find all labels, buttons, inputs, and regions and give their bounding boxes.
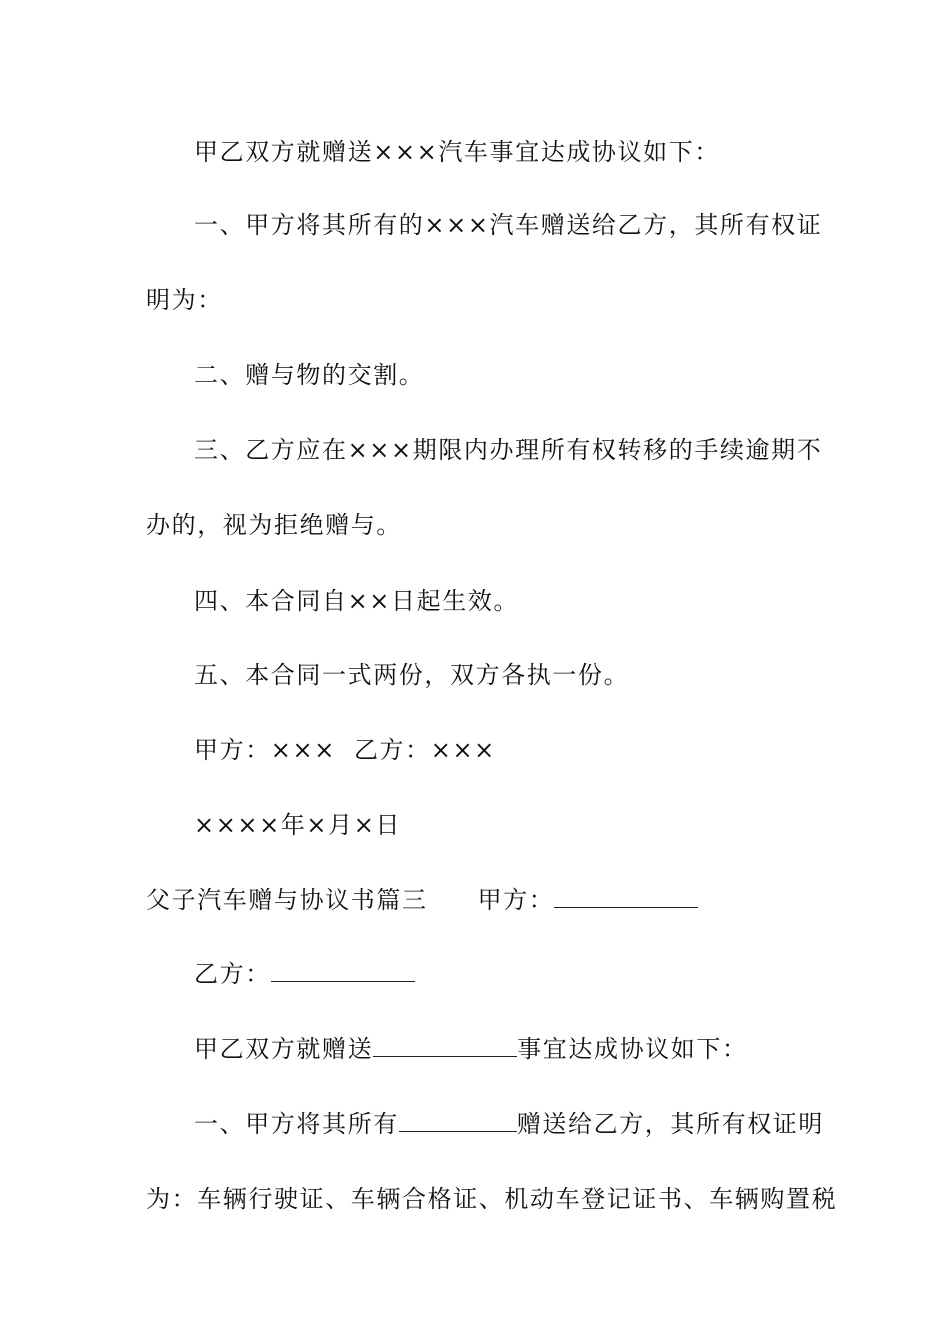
party-a-signature: 甲方：××× [194,736,336,764]
party-a-blank [554,885,698,908]
section-3-clause-1-line-2: 为：车辆行驶证、车辆合格证、机动车登记证书、车辆购置税 [146,1185,838,1213]
gift-item-blank [373,1034,517,1057]
party-b-line [194,959,854,989]
party-b-label: 乙方： [194,960,271,988]
section-3-heading-line [146,885,806,915]
property-blank [399,1109,517,1132]
party-b-signature: 乙方：××× [353,736,496,764]
section-3-intro-line [194,1034,854,1064]
party-a-label: 甲方： [477,886,555,914]
intro-text-before: 甲乙双方就赠送 [194,1035,374,1063]
paragraph-clause-2: 二、赠与物的交割。 [194,361,425,389]
paragraph-clause-1-line-1: 一、甲方将其所有的×××汽车赠送给乙方，其所有权证 [194,211,823,239]
section-3-title: 父子汽车赠与协议书篇三 [146,886,428,914]
party-b-blank [271,959,415,982]
paragraph-agreement-intro: 甲乙双方就赠送×××汽车事宜达成协议如下： [194,138,720,166]
paragraph-clause-3-line-2: 办的，视为拒绝赠与。 [146,511,402,539]
clause-1-text-after: 赠送给乙方，其所有权证明 [516,1110,825,1138]
section-3-clause-1-line-1 [194,1109,854,1139]
intro-text-after: 事宜达成协议如下： [517,1035,748,1063]
signature-parties-line [194,735,854,765]
paragraph-clause-5: 五、本合同一式两份，双方各执一份。 [194,661,630,689]
paragraph-clause-1-line-2: 明为： [146,286,223,314]
paragraph-clause-4: 四、本合同自××日起生效。 [194,587,520,615]
clause-1-text-before: 一、甲方将其所有 [194,1110,399,1138]
signature-date: ××××年×月×日 [194,811,402,839]
paragraph-clause-3-line-1: 三、乙方应在×××期限内办理所有权转移的手续逾期不 [194,436,823,464]
